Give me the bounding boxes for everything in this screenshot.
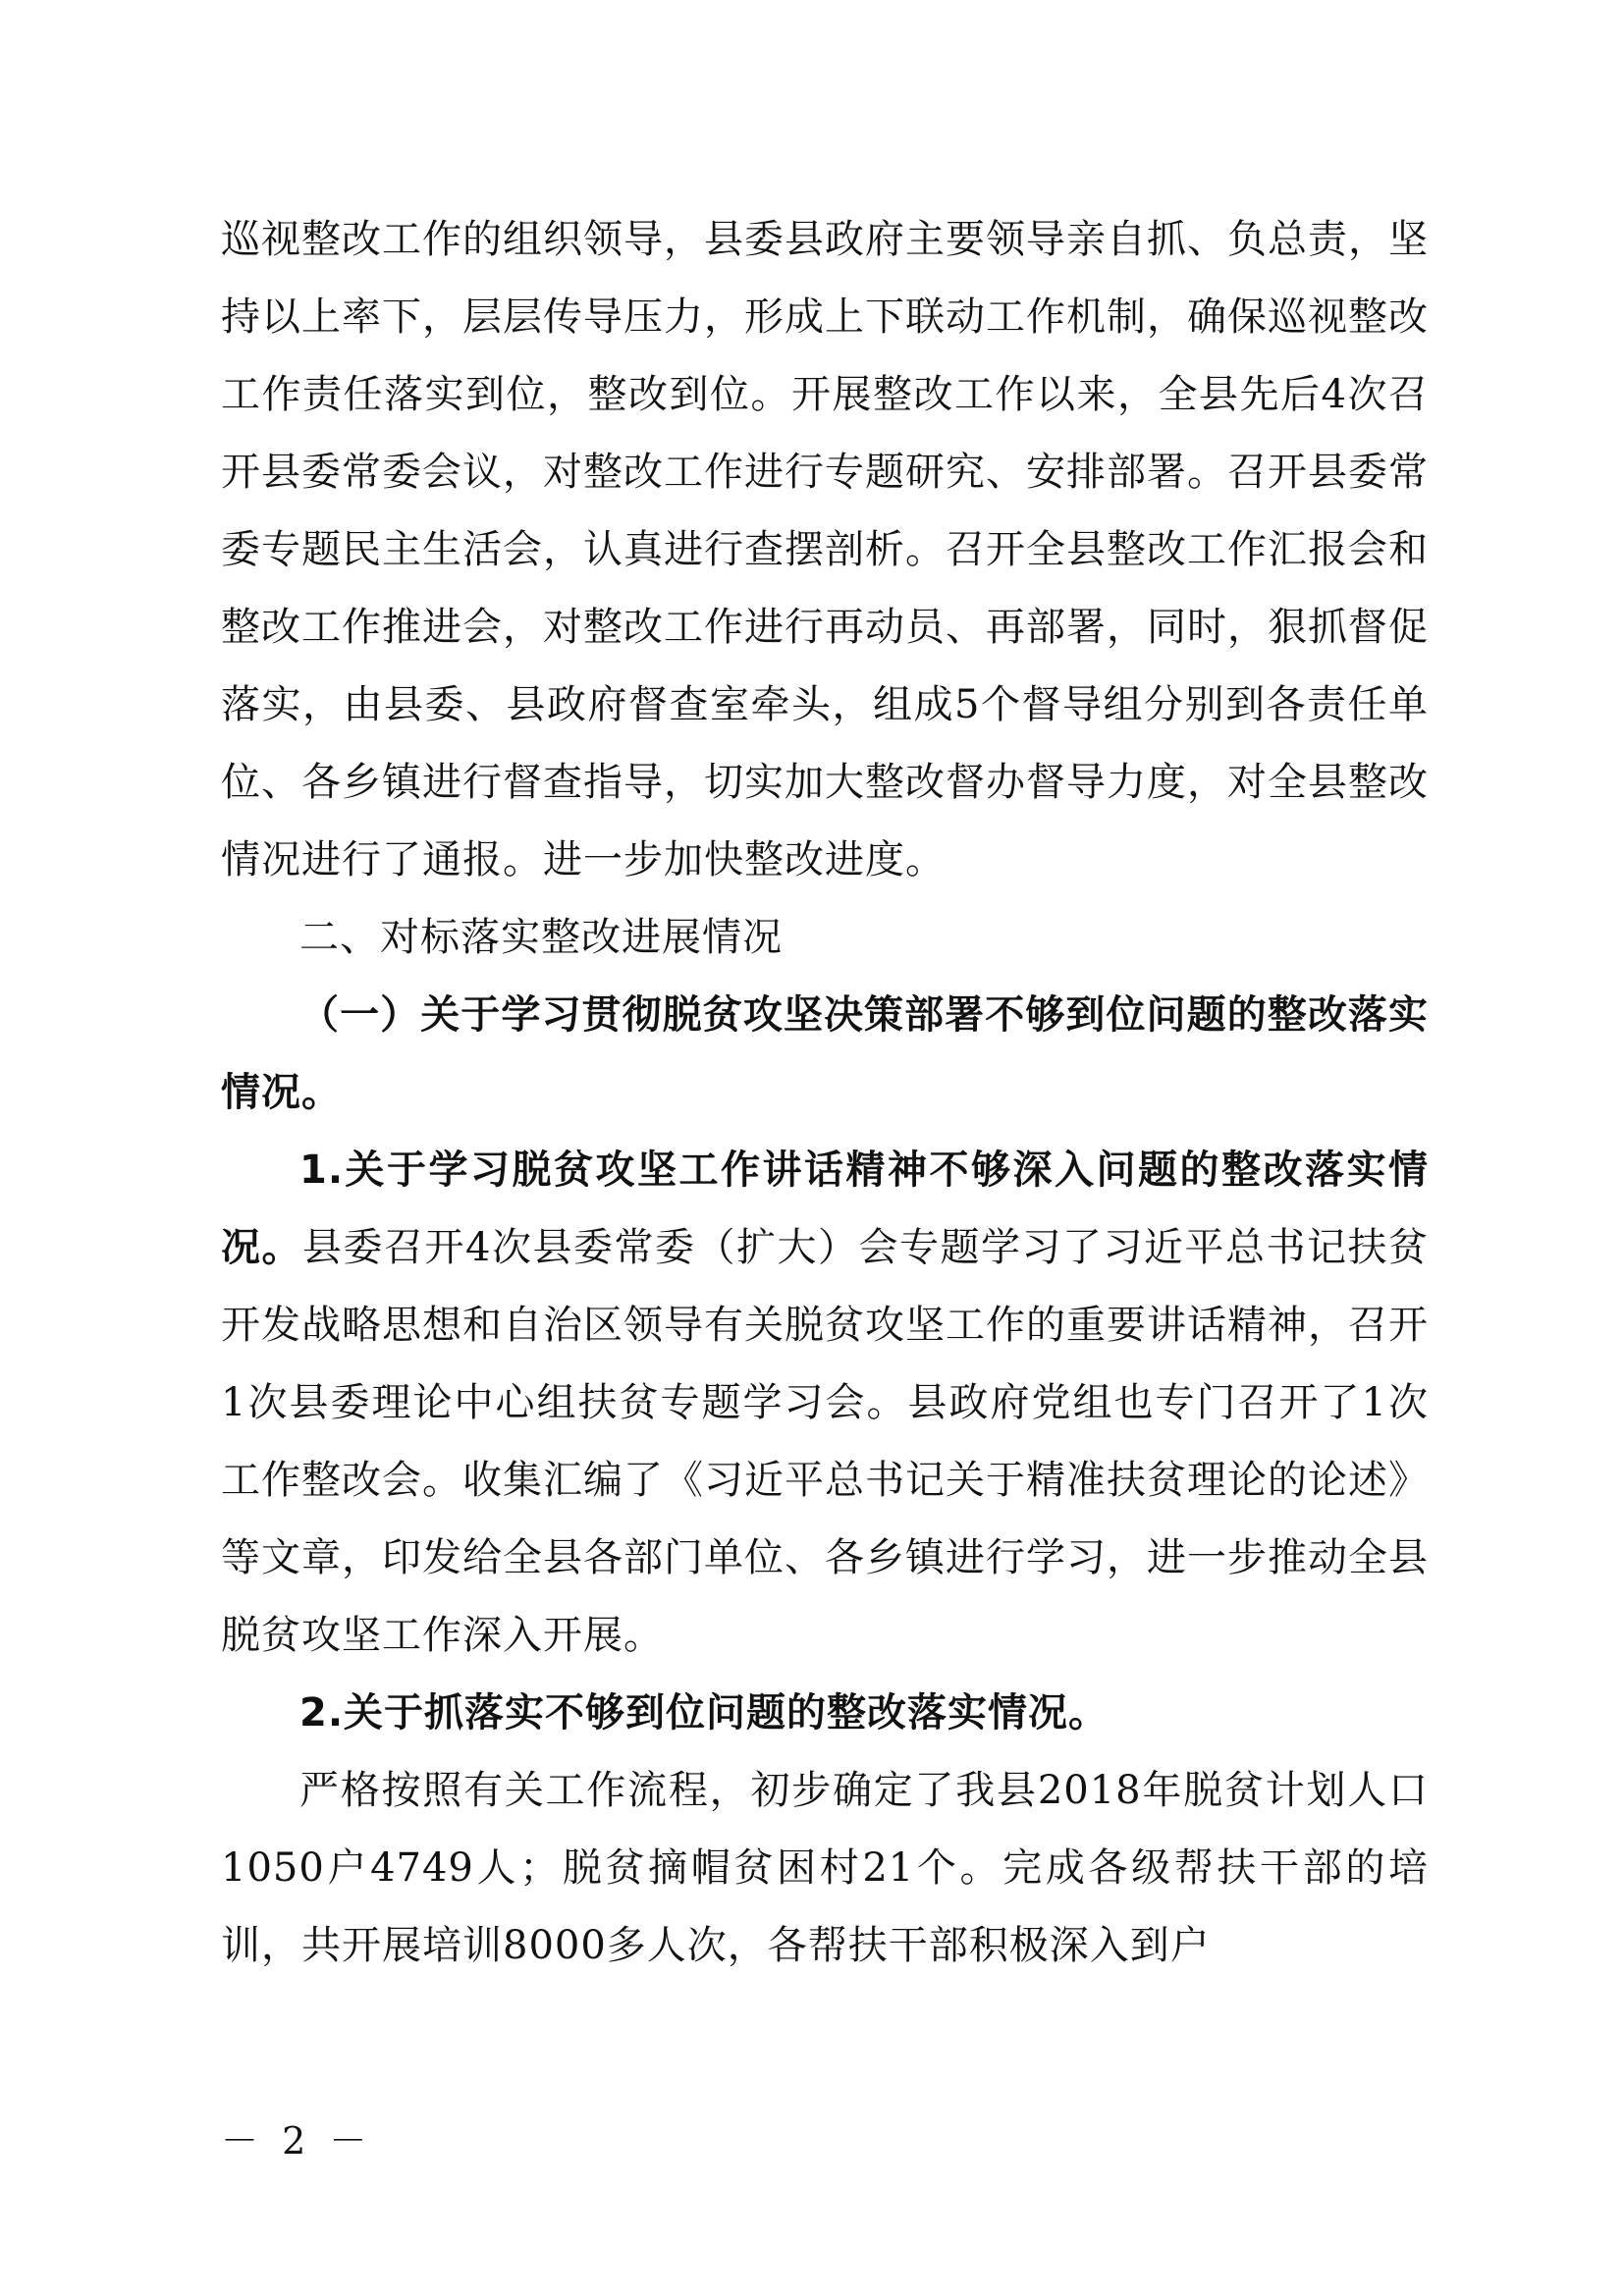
item-1-title: 1.关于学习脱贫攻坚工作讲话精神不够深入问题的整改落实情况。 [221, 1148, 1429, 1270]
paragraph-organization-leadership: 巡视整改工作的组织领导，县委县政府主要领导亲自抓、负总责，坚持以上率下，层层传导压力，形成上下联动工作机制，确保巡视整改工作责任落实到位，整改到位。开展整改工作以来，全县先后4次召开县委常委会议，对整改工作进行专题研究、安排部署。召开县委常委专题民主生活会，认真进行查摆剖析。召开全县整改工作汇报会和整改工作推进会，对整改工作进行再动员、再部署，同时，狠抓督促落实，由县委、县政府督查室牵头，组成5个督导组分别到各责任单位、各乡镇进行督查指导，切实加大整改督办督导力度，对全县整改情况进行了通报。进一步加快整改进度。 [221, 217, 1429, 882]
paragraph-item-1 [221, 1132, 1429, 1675]
subsection-heading-1: （一）关于学习贯彻脱贫攻坚决策部署不够到位问题的整改落实情况。 [221, 992, 1429, 1115]
section-heading-2: 二、对标落实整改进展情况 [299, 915, 783, 960]
document-page [221, 201, 1429, 1985]
paragraph-poverty-plan: 严格按照有关工作流程，初步确定了我县2018年脱贫计划人口1050户4749人；脱贫摘帽贫困村21个。完成各级帮扶干部的培训，共开展培训8000多人次，各帮扶干部积极深入到户 [221, 1768, 1429, 1968]
item-1-body: 县委召开4次县委常委（扩大）会专题学习了习近平总书记扶贫开发战略思想和自治区领导有关脱贫攻坚工作的重要讲话精神，召开1次县委理论中心组扶贫专题学习会。县政府党组也专门召开了1次工作整改会。收集汇编了《习近平总书记关于精准扶贫理论的论述》等文章，印发给全县各部门单位、各乡镇进行学习，进一步推动全县脱贫攻坚工作深入开展。 [221, 1225, 1430, 1658]
page-number: － 2 － [221, 2119, 373, 2163]
item-2-title: 2.关于抓落实不够到位问题的整改落实情况。 [299, 1690, 1110, 1735]
